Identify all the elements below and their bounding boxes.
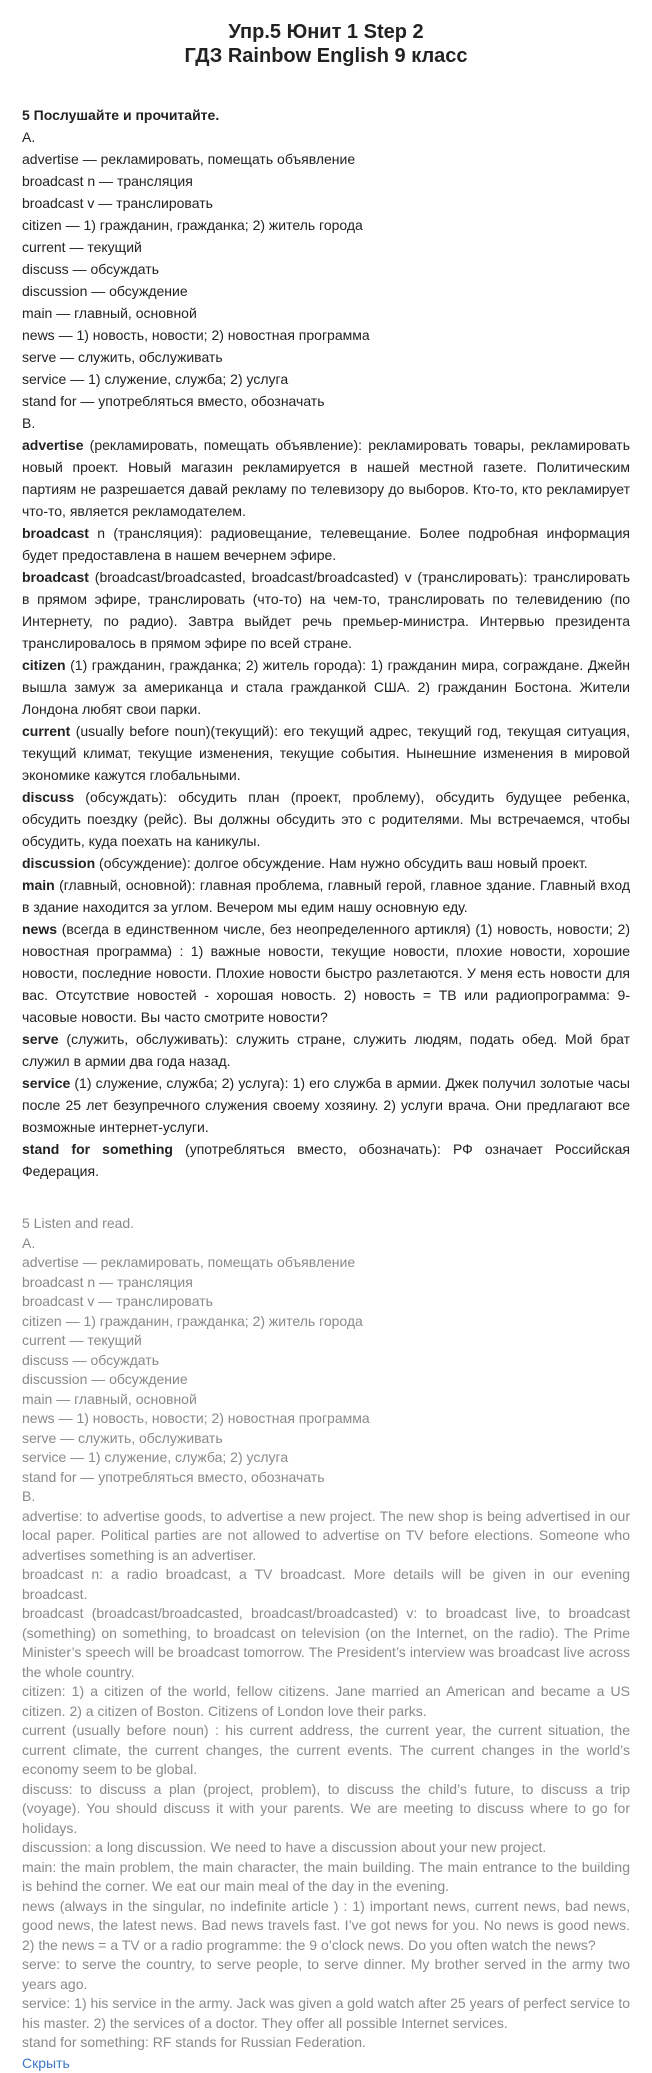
en-entry: discuss: to discuss a plan (project, problem), to discuss the child’s future, to discuss a trip (voyage). You should discuss it with your parents. We are meeting to discuss where to go for holidays. (22, 1780, 630, 1836)
ru-vocab-item: current — текущий (22, 239, 142, 255)
ru-section-b: В. (22, 415, 36, 431)
ru-entry-text: (употребляться вместо, обозначать): РФ означает Российская Федерация. (22, 1141, 630, 1179)
ru-entry-term: news (22, 921, 58, 937)
ru-entry-text: (1) гражданин, гражданка; 2) житель города): 1) гражданин мира, согражданe. Джейн вышла замуж за американца и стала гражданкой США. 2) гражданин Бостона. Жители Лондона любят свои парки. (22, 657, 630, 717)
ru-vocab-item: news — 1) новость, новости; 2) новостная программа (22, 327, 370, 343)
ru-entry-text: (broadcast/broadcasted, broadcast/broadcasted) v (транслировать): транслировать в прямом эфире, транслировать (что-то) на чем-то, транслировать по телевидению (по Интернету, по радио). Завтра выйдет речь премьер-министра. Интервью президента транслировалось в прямом эфире по всей стране. (22, 569, 630, 651)
ru-entry (22, 786, 630, 852)
en-entries (22, 1507, 630, 2053)
ru-entry-text: (служить, обслуживать): служить стране, служить людям, подать обед. Мой брат служил в армии два года назад. (22, 1031, 630, 1069)
ru-vocab-item: main — главный, основной (22, 305, 197, 321)
ru-entry (22, 566, 630, 654)
en-entry: broadcast n: a radio broadcast, a TV broadcast. More details will be given in our evening broadcast. (22, 1566, 630, 1602)
en-vocab-item: current — текущий (22, 1332, 142, 1348)
en-entry: advertise: to advertise goods, to advertise a new project. The new shop is being advertised in our local paper. Political parties are not allowed to advertise on TV before elections. Someone who advertises something is an advertiser. (22, 1507, 630, 1563)
ru-vocab-item: discuss — обсуждать (22, 261, 159, 277)
ru-entry-term: broadcast (22, 569, 89, 585)
ru-entry-text: (всегда в единственном числе, без неопределенного артикля) (1) новость, новости; 2) новостная программа) : 1) важные новости, текущие новости, плохие новости, хорошие новости, последние новости. Плохие новости быстро разлетаются. У меня есть новости для вас. Отсутствие новостей - хорошая новость. 2) новость = ТВ или радиопрограмма: 9-часовые новости. Вы часто смотрите новости? (22, 921, 630, 1025)
ru-entry-term: advertise (22, 437, 84, 453)
ru-entry-term: main (22, 877, 55, 893)
en-entry: main: the main problem, the main character, the main building. The main entrance to the building is behind the corner. We eat our main meal of the day in the evening. (22, 1858, 630, 1894)
en-section-b: B. (22, 1488, 36, 1504)
ru-entry (22, 852, 630, 874)
en-heading: 5 Listen and read. (22, 1215, 135, 1231)
ru-entry-text: (usually before noun)(текущий): его текущий адрес, текущий год, текущая ситуация, текущий климат, текущие изменения, текущие события. Нынешние изменения в мировой экономике кажутся глобальными. (22, 723, 630, 783)
en-entry: citizen: 1) a citizen of the world, fellow citizens. Jane married an American and became a US citizen. 2) a citizen of Boston. Citizens of London love their parks. (22, 1683, 630, 1719)
ru-entry-text: n (трансляция): радиовещание, телевещание. Более подробная информация будет предоставлена в нашем вечернем эфире. (22, 525, 630, 563)
ru-vocab-item: serve — служить, обслуживать (22, 349, 223, 365)
en-entry: broadcast (broadcast/broadcasted, broadcast/broadcasted) v: to broadcast live, to broadcast (something) on something, to broadcast on television (on the Internet, on the radio). The Prime Minister’s speech will be broadcast tomorrow. The President’s interview was broadcast live across the whole country. (22, 1605, 630, 1680)
ru-entry (22, 918, 630, 1028)
en-vocab-list (22, 1253, 630, 1487)
ru-vocab-item: advertise — рекламировать, помещать объявление (22, 151, 356, 167)
russian-translation (22, 104, 630, 1182)
ru-vocab-item: service — 1) служение, служба; 2) услуга (22, 371, 289, 387)
ru-entry (22, 1028, 630, 1072)
ru-entry-term: discussion (22, 855, 96, 871)
ru-entry-text: (обсуждение): долгое обсуждение. Нам нужно обсудить ваш новый проект. (95, 855, 588, 871)
en-entry: current (usually before noun) : his current address, the current year, the current situation, the current climate, the current changes, the current events. The current changes in the world’s economy seem to be global. (22, 1722, 630, 1777)
en-vocab-item: broadcast n — трансляция (22, 1273, 193, 1290)
en-section-a: A. (22, 1234, 36, 1251)
en-vocab-item: broadcast v — транслировать (22, 1293, 213, 1309)
ru-entry-term: serve (22, 1031, 59, 1047)
ru-section-a: А. (22, 129, 36, 145)
en-vocab-item: discuss — обсуждать (22, 1351, 159, 1368)
ru-entry-text: (1) служение, служба; 2) услуга): 1) его служба в армии. Джек получил золотые часы после 25 лет безупречного служения своему хозяину. 2) услуги врача. Они предлагают все возможные интернет-услуги. (22, 1075, 630, 1135)
en-entry: serve: to serve the country, to serve people, to serve dinner. My brother served in the army two years ago. (22, 1956, 630, 1992)
en-vocab-item: stand for — употребляться вместо, обозначать (22, 1468, 325, 1485)
collapse-link[interactable]: Скрыть (22, 2054, 70, 2071)
en-entry: stand for something: RF stands for Russian Federation. (22, 2034, 366, 2050)
ru-vocab-item: broadcast n — трансляция (22, 173, 193, 189)
ru-entry (22, 434, 630, 522)
title-line-2: ГДЗ Rainbow English 9 класс (184, 45, 468, 67)
en-entry: service: 1) his service in the army. Jack was given a gold watch after 25 years of perfect service to his master. 2) the services of a doctor. They offer all possible Internet services. (22, 1995, 630, 2031)
ru-heading: 5 Послушайте и прочитайте. (22, 107, 220, 123)
ru-entry (22, 1138, 630, 1182)
ru-entry-term: broadcast (22, 525, 89, 541)
ru-vocab-item: broadcast v — транслировать (22, 195, 213, 211)
ru-entry (22, 522, 630, 566)
ru-entry-term: service (22, 1075, 71, 1091)
ru-entry (22, 720, 630, 786)
ru-entry-term: current (22, 723, 71, 739)
ru-entries (22, 434, 630, 1182)
en-vocab-item: discussion — обсуждение (22, 1371, 188, 1387)
ru-entry-term: stand for something (22, 1141, 173, 1157)
ru-entry (22, 874, 630, 918)
en-vocab-item: advertise — рекламировать, помещать объявление (22, 1254, 356, 1270)
ru-entry-text: (главный, основной): главная проблема, главный герой, главное здание. Главный вход в здание находится за углом. Вечером мы едим нашу основную еду. (22, 877, 630, 915)
ru-entry-term: discuss (22, 789, 75, 805)
en-vocab-item: citizen — 1) гражданин, гражданка; 2) житель города (22, 1312, 363, 1329)
en-vocab-item: serve — служить, обслуживать (22, 1429, 223, 1446)
ru-entry (22, 1072, 630, 1138)
ru-entry-text: (обсуждать): обсудить план (проект, проблему), обсудить будущее ребенка, обсудить поездку (рейс). Вы должны обсудить это с родителями. Мы встречаемся, чтобы обсудить, куда поехать на каникулы. (22, 789, 630, 849)
ru-vocab-item: stand for — употребляться вместо, обозначать (22, 393, 325, 409)
english-original (22, 1214, 630, 2073)
en-entry: news (always in the singular, no indefinite article ) : 1) important news, current news, bad news, good news, the latest news. Bad news travels fast. I’ve got news for you. No news is good news. 2) the news = a TV or a radio programme: the 9 o’clock news. Do you often watch the news? (22, 1897, 630, 1953)
en-entry: discussion: a long discussion. We need to have a discussion about your new project. (22, 1839, 547, 1855)
ru-entry-text: (рекламировать, помещать объявление): рекламировать товары, рекламировать новый проект. Новый магазин рекламируется в нашей местной газете. Политическим партиям не разрешается давай рекламу по телевизору до выборов. Кто-то, кто рекламирует что-то, является рекламодателем. (22, 437, 630, 519)
page-title (22, 20, 630, 68)
ru-vocab-item: citizen — 1) гражданин, гражданка; 2) житель города (22, 217, 363, 233)
ru-vocab-item: discussion — обсуждение (22, 283, 188, 299)
en-vocab-item: main — главный, основной (22, 1390, 197, 1407)
en-vocab-item: news — 1) новость, новости; 2) новостная программа (22, 1410, 370, 1426)
en-vocab-item: service — 1) служение, служба; 2) услуга (22, 1449, 289, 1465)
ru-entry-term: citizen (22, 657, 66, 673)
ru-vocab-list (22, 148, 630, 412)
ru-entry (22, 654, 630, 720)
title-line-1: Упр.5 Юнит 1 Step 2 (228, 21, 424, 43)
